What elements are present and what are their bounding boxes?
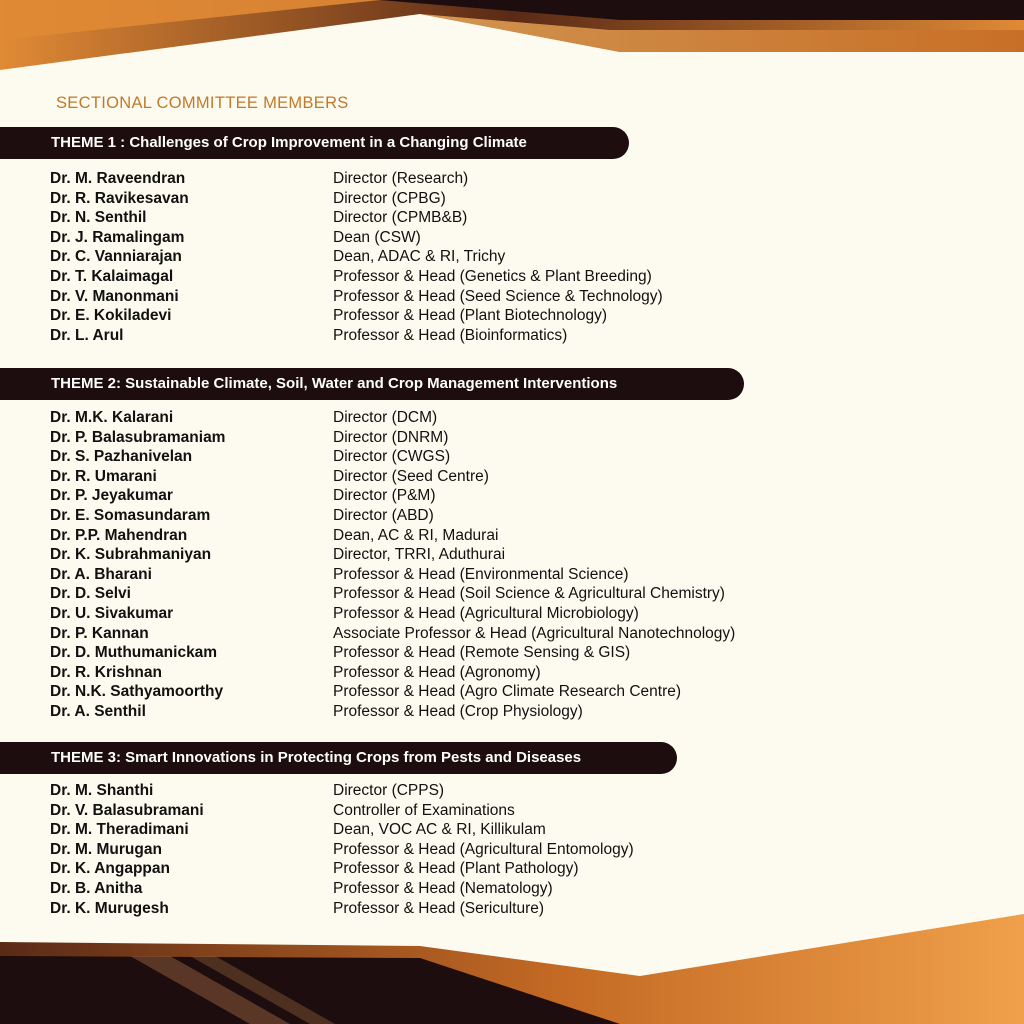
- member-row: [50, 663, 735, 683]
- member-role: Controller of Examinations: [333, 801, 515, 819]
- member-row: [50, 326, 663, 346]
- member-name: Dr. U. Sivakumar: [50, 604, 174, 622]
- member-row: [50, 306, 663, 326]
- member-row: [50, 447, 735, 467]
- member-row: [50, 624, 735, 644]
- theme-2-title: THEME 2: Sustainable Climate, Soil, Water and Crop Management Interventions: [0, 368, 744, 400]
- member-role: Director (DCM): [333, 409, 438, 426]
- member-role: Director (CPPS): [333, 782, 445, 799]
- member-row: [50, 247, 663, 267]
- member-name: Dr. P. Jeyakumar: [50, 487, 173, 505]
- member-name: Dr. P. Kannan: [50, 624, 149, 642]
- member-name: Dr. A. Senthil: [50, 702, 146, 720]
- theme-3-title: THEME 3: Smart Innovations in Protecting Crops from Pests and Diseases: [0, 742, 677, 774]
- section-title: SECTIONAL COMMITTEE MEMBERS: [56, 94, 349, 112]
- member-name: Dr. P. Balasubramaniam: [50, 428, 226, 446]
- member-role: Director (Seed Centre): [333, 467, 489, 485]
- theme-3-members: [50, 781, 634, 918]
- member-role: Professor & Head (Remote Sensing & GIS): [333, 644, 631, 662]
- theme-1-title: THEME 1 : Challenges of Crop Improvement in a Changing Climate: [0, 127, 629, 159]
- member-row: [50, 859, 634, 879]
- member-name: Dr. K. Subrahmaniyan: [50, 546, 212, 564]
- member-row: [50, 428, 735, 448]
- member-name: Dr. J. Ramalingam: [50, 228, 185, 246]
- member-role: Director (ABD): [333, 506, 434, 524]
- theme-1-members: [50, 169, 663, 345]
- member-row: [50, 169, 663, 189]
- member-row: [50, 840, 634, 860]
- member-role: Professor & Head (Agricultural Entomology): [333, 840, 634, 858]
- member-name: Dr. N.K. Sathyamoorthy: [50, 683, 224, 701]
- member-name: Dr. S. Pazhanivelan: [50, 448, 193, 466]
- member-role: Professor & Head (Genetics & Plant Breeding): [333, 267, 652, 285]
- member-role: Professor & Head (Plant Biotechnology): [333, 307, 607, 325]
- member-role: Director (CPBG): [333, 189, 446, 207]
- member-row: [50, 781, 634, 801]
- member-role: Professor & Head (Bioinformatics): [333, 326, 568, 344]
- member-name: Dr. D. Selvi: [50, 585, 131, 603]
- member-row: [50, 408, 735, 428]
- member-name: Dr. V. Balasubramani: [50, 801, 204, 819]
- member-name: Dr. C. Vanniarajan: [50, 248, 182, 266]
- member-row: [50, 287, 663, 307]
- member-role: Dean, ADAC & RI, Trichy: [333, 248, 506, 266]
- member-row: [50, 228, 663, 248]
- member-name: Dr. V. Manonmani: [50, 287, 179, 305]
- member-name: Dr. M. Shanthi: [50, 782, 154, 799]
- member-role: Dean (CSW): [333, 228, 421, 246]
- member-role: Director (CPMB&B): [333, 209, 468, 227]
- member-row: [50, 604, 735, 624]
- member-name: Dr. E. Somasundaram: [50, 506, 211, 524]
- member-role: Professor & Head (Agronomy): [333, 663, 541, 681]
- member-role: Director, TRRI, Aduthurai: [333, 546, 506, 564]
- member-role: Professor & Head (Crop Physiology): [333, 702, 583, 720]
- member-row: [50, 702, 735, 722]
- member-name: Dr. A. Bharani: [50, 565, 152, 583]
- member-name: Dr. N. Senthil: [50, 209, 147, 227]
- member-row: [50, 267, 663, 287]
- member-role: Professor & Head (Agricultural Microbiology): [333, 604, 639, 622]
- member-role: Professor & Head (Plant Pathology): [333, 860, 579, 878]
- member-name: Dr. R. Ravikesavan: [50, 189, 189, 207]
- member-row: [50, 467, 735, 487]
- member-role: Professor & Head (Sericulture): [333, 899, 545, 917]
- member-name: Dr. R. Krishnan: [50, 663, 162, 681]
- member-row: [50, 682, 735, 702]
- member-name: Dr. P.P. Mahendran: [50, 526, 188, 544]
- member-row: [50, 801, 634, 821]
- member-role: Professor & Head (Nematology): [333, 879, 553, 897]
- member-row: [50, 506, 735, 526]
- member-name: Dr. L. Arul: [50, 326, 124, 344]
- member-name: Dr. B. Anitha: [50, 879, 143, 897]
- member-name: Dr. D. Muthumanickam: [50, 644, 218, 662]
- member-row: [50, 486, 735, 506]
- member-name: Dr. M. Murugan: [50, 840, 162, 858]
- member-role: Professor & Head (Seed Science & Technology): [333, 287, 663, 305]
- member-name: Dr. K. Angappan: [50, 860, 170, 878]
- member-row: [50, 820, 634, 840]
- member-role: Director (DNRM): [333, 428, 449, 446]
- member-role: Director (P&M): [333, 487, 436, 505]
- member-role: Professor & Head (Environmental Science): [333, 565, 629, 583]
- member-role: Director (CWGS): [333, 448, 451, 466]
- member-role: Professor & Head (Agro Climate Research Centre): [333, 683, 682, 701]
- member-name: Dr. E. Kokiladevi: [50, 307, 172, 325]
- member-name: Dr. K. Murugesh: [50, 899, 169, 917]
- top-decoration: [0, 0, 1024, 80]
- member-row: [50, 545, 735, 565]
- member-row: [50, 899, 634, 919]
- theme-2-members: [50, 408, 735, 722]
- member-role: Dean, VOC AC & RI, Killikulam: [333, 821, 546, 839]
- member-role: Associate Professor & Head (Agricultural Nanotechnology): [333, 624, 736, 642]
- member-row: [50, 189, 663, 209]
- member-name: Dr. R. Umarani: [50, 467, 157, 485]
- member-row: [50, 565, 735, 585]
- member-name: Dr. M.K. Kalarani: [50, 409, 174, 426]
- member-row: [50, 643, 735, 663]
- member-name: Dr. M. Theradimani: [50, 821, 189, 839]
- member-role: Professor & Head (Soil Science & Agricultural Chemistry): [333, 585, 725, 603]
- member-role: Director (Research): [333, 170, 469, 187]
- member-row: [50, 879, 634, 899]
- member-row: [50, 208, 663, 228]
- member-row: [50, 584, 735, 604]
- member-name: Dr. T. Kalaimagal: [50, 267, 174, 285]
- member-row: [50, 526, 735, 546]
- member-role: Dean, AC & RI, Madurai: [333, 526, 499, 544]
- member-name: Dr. M. Raveendran: [50, 170, 186, 187]
